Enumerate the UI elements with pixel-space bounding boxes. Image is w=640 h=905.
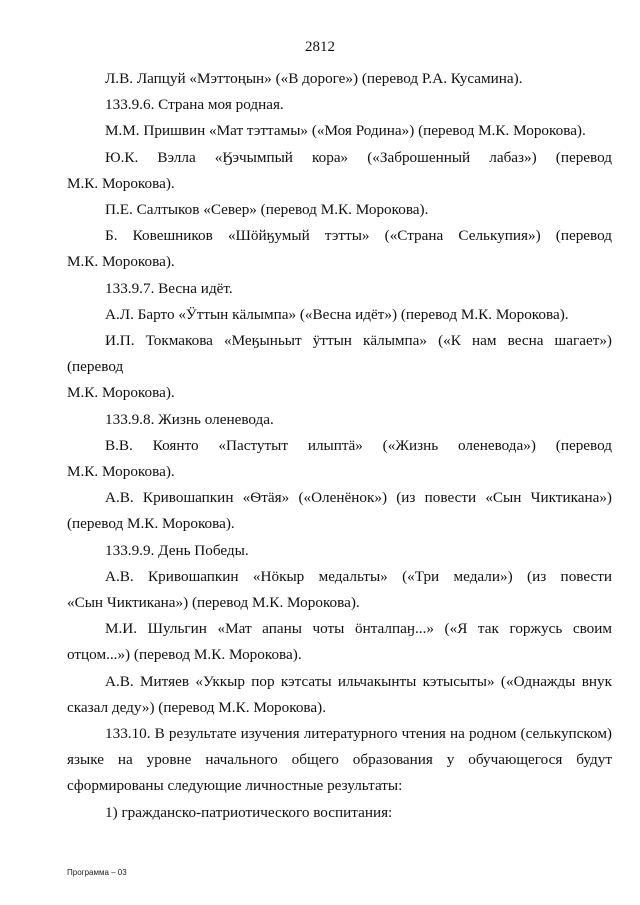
paragraph-shulgin: М.И. Шульгин «Мат апаны чоты ӧнталпаӈ...» («Я так горжусь своим отцом...») (перевод М.К. Морокова). xyxy=(67,620,612,664)
document-body xyxy=(67,66,612,826)
paragraph-vella: Ю.К. Вэлла «Ӄэчымпый кора» («Заброшенный лабаз») (перевод М.К. Морокова). xyxy=(67,148,612,192)
paragraph-lapcuy: Л.В. Лапцуй «Мэттоңын» («В дороге») (перевод Р.А. Кусамина). xyxy=(105,70,523,87)
paragraph-barto: А.Л. Барто «Ӱттын кӓлымпа» («Весна идёт») (перевод М.К. Морокова). xyxy=(105,305,569,323)
section-heading-133-9-8: 133.9.8. Жизнь оленевода. xyxy=(105,410,274,428)
page-number: 2812 xyxy=(305,39,335,55)
paragraph-tokmakova: И.П. Токмакова «Меӄыньыт ӱттын кӓлымпа» («К нам весна шагает») (перевод М.К. Морокова). xyxy=(67,332,612,402)
paragraph-mityaev: А.В. Митяев «Уккыр пор кэтсаты ильчакынты кэтысыты» («Однажды внук сказал деду») (перевод М.К. Морокова). xyxy=(67,672,612,716)
section-heading-133-9-7: 133.9.7. Весна идёт. xyxy=(105,279,233,297)
paragraph-krivoshapkin-2: А.В. Кривошапкин «Нӧкыр медальты» («Три медали») (из повести «Сын Чиктикана») (перевод М.К. Морокова). xyxy=(67,567,612,612)
paragraph-prishvin: М.М. Пришвин «Мат тэттамы» («Моя Родина») (перевод М.К. Морокова). xyxy=(105,122,586,140)
footer-program-label: Программа – 03 xyxy=(67,868,127,877)
paragraph-133-10: 133.10. В результате изучения литературного чтения на родном (селькупском) языке на уровне начального общего образования у обучающегося будут сформированы следующие личностные результаты: xyxy=(67,725,612,795)
section-heading-133-9-9: 133.9.9. День Победы. xyxy=(105,541,249,559)
list-item-civic-patriotic: 1) гражданско-патриотического воспитания: xyxy=(105,803,393,821)
paragraph-koveshnikov: Б. Ковешников «Шӧйӄумый тэтты» («Страна Селькупия») (перевод М.К. Морокова). xyxy=(67,227,612,271)
paragraph-saltykov: П.Е. Салтыков «Север» (перевод М.К. Морокова). xyxy=(105,201,429,219)
section-heading-133-9-6: 133.9.6. Страна моя родная. xyxy=(105,96,284,114)
paragraph-krivoshapkin-1: А.В. Кривошапкин «Ѳтӓя» («Оленёнок») (из повести «Сын Чиктикана») (перевод М.К. Морокова). xyxy=(67,489,612,533)
paragraph-koyanto: В.В. Коянто «Пастутыт илыптӓ» («Жизнь оленевода») (перевод М.К. Морокова). xyxy=(67,436,612,481)
